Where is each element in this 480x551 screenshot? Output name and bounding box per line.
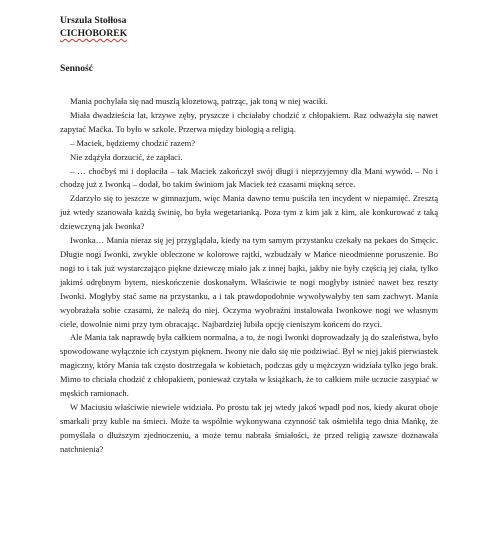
paragraph: Iwonka… Mania nieraz się jej przyglądała, kiedy na tym samym przystanku czekały na pekaes do Smęcic. Długie nogi Iwonki, zwykle obleczone w kolorowe rajtki, wzbudzały w Mańce nieodmienne poruszenie. Bo nogi to i tak już wystarczająco piękne dziewczę miało jak z innej bajki, jakby nie były częścią jej ciała, tylko jakimś odrębnym bytem, nieskończenie doskonałym. Właściwie te nogi mogłyby istnieć nawet bez reszty Iwonki. Mogłyby stać same na przystanku, a i tak prawdopodobnie wywoływałyby ten sam zachwyt. Mania wyobrażała sobie czasami, że należą do niej. Oczyma wyobraźni instalowała Iwonkowe nogi we własnym ciele, dowolnie nimi przy tym obracając. Najbardziej lubiła opcję cieniszym końcem do rzyci. [60,235,438,329]
paragraph: Ale Mania tak naprawdę była całkiem normalna, a to, że nogi Iwonki doprowadzały ją do szaleństwa, było spowodowane wyłącznie ich czystym pięknem. Iwony nie dało się nie podziwiać. Był w niej jakiś pierwiastek magiczny, który Mania tak często dostrzegała w kobietach, podczas gdy u mężczyzn widziała tylko jego brak. Mimo to chciała chodzić z chłopakiem, ponieważ czytała w książkach, że to całkiem miłe uczucie zasypiać w męskich ramionach. [60,332,438,399]
paragraph: Nie zdążyła dorzucić, że zapłaci. [70,151,183,162]
paragraph: Mania pochylała się nad muszlą klozetową, patrząc, jak toną w niej waciki. [70,96,328,106]
document-body [60,95,438,457]
paragraph: W Maciusiu właściwie niewiele widziała. Po prostu tak jej wtedy jakoś wpadł pod nos, kiedy akurat oboje smarkali przy kuble na śmieci. Może ta wspólnie wykonywana czynność tak ośmieliła tego dnia Mańkę, że pomyślała o dłuższym zjednoczeniu, a może temu nabrała śmiałości, że przed religią zawsze doznawała natchnienia? [60,401,438,454]
paragraph: – … choćbyś mi i dopłaciła – tak Maciek zakończył swój długi i nieprzyjemny dla Mani wywód. – No i chodzę już z Iwonką – dodał, bo takim świniom jak Maciek też czasami miękną serce. [60,165,438,190]
paragraph: Miała dwadzieścia lat, krzywe zęby, pryszcze i chciałaby chodzić z chłopakiem. Raz odważyła się nawet zapytać Maćka. To było w szkole. Przerwa między biologią a religią. [60,109,438,134]
author-name: Urszula Stołłosa [60,15,127,26]
paragraph: Zdarzyło się to jeszcze w gimnazjum, więc Mania dawno temu puściła ten incydent w niepamięć. Zresztą już wtedy szanowała każdą świnię, bo była wegetarianką. Poza tym z kim jak z kim, ale konkurować z taką dziewczyną jak Iwonka? [60,193,438,232]
section-heading: Senność [60,63,94,74]
document-title: CICHOBOREK [60,28,128,39]
paragraph: – Maciek, będziemy chodzić razem? [70,137,196,148]
